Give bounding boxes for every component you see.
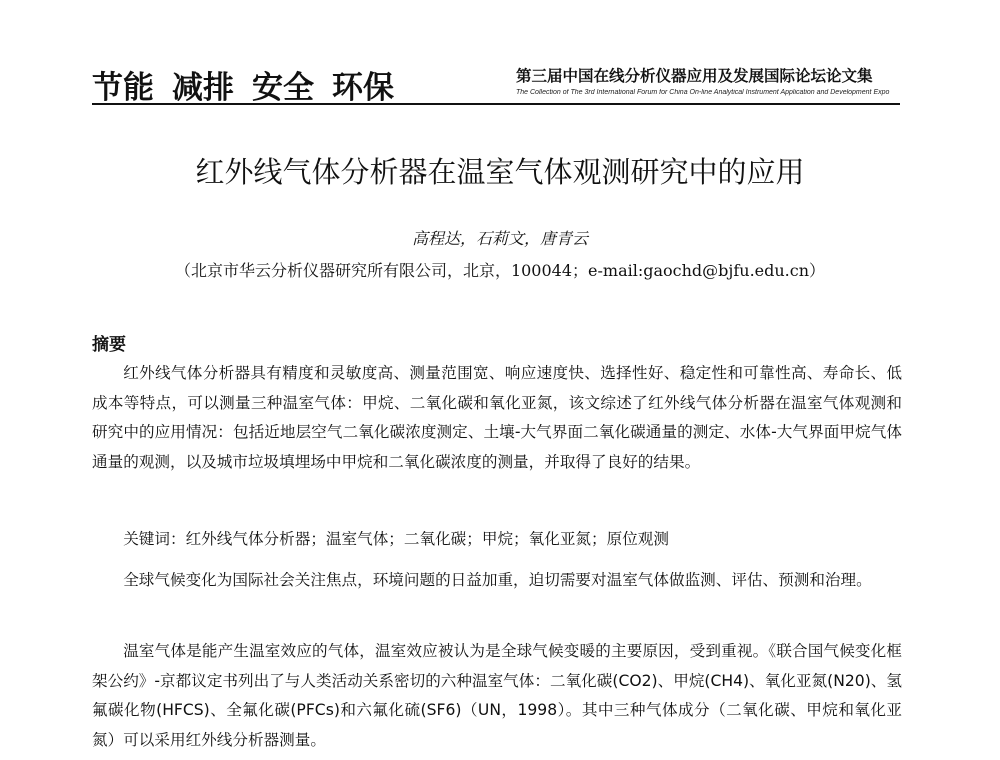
proceedings-subtitle: The Collection of The 3rd International Forum for China On-line Analytical Instrument Application and Development Expo xyxy=(516,89,890,96)
slogan-word: 安全 xyxy=(252,70,314,106)
slogan-word: 减排 xyxy=(172,70,234,106)
slogan-word: 环保 xyxy=(332,70,394,106)
abstract-heading: 摘要 xyxy=(92,335,126,355)
body-paragraph-climate: 全球气候变化为国际社会关注焦点，环境问题的日益加重，迫切需要对温室气体做监测、评估、预测和治理。 xyxy=(123,571,872,589)
paper-title: 红外线气体分析器在温室气体观测研究中的应用 xyxy=(195,155,805,189)
page-header xyxy=(92,52,900,107)
slogan xyxy=(92,62,412,107)
slogan-word: 节能 xyxy=(92,70,154,106)
paper-authors: 高程达，石莉文，唐青云 xyxy=(411,229,588,248)
keywords-paragraph: 关键词：红外线气体分析器；温室气体；二氧化碳；甲烷；氧化亚氮；原位观测 xyxy=(123,530,669,548)
header-rule xyxy=(92,103,900,105)
proceedings-title: 第三届中国在线分析仪器应用及发展国际论坛论文集 xyxy=(516,67,873,85)
paper-affiliation: （北京市华云分析仪器研究所有限公司，北京，100044；e-mail:gaochd@bjfu.edu.cn） xyxy=(174,261,826,280)
body-paragraph-gases: 温室气体是能产生温室效应的气体，温室效应被认为是全球气候变暖的主要原因，受到重视。《联合国气候变化框架公约》-京都议定书列出了与人类活动关系密切的六种温室气体：二氧化碳(CO2)、甲烷(CH4)、氧化亚氮(N20)、氢氟碳化物(HFCS)、全氟化碳(PFCs)和六氟化硫(SF6)（UN，1998）。其中三种气体成分（二氧化碳、甲烷和氧化亚氮）可以采用红外线分析器测量。 xyxy=(92,642,902,749)
abstract-paragraph: 红外线气体分析器具有精度和灵敏度高、测量范围宽、响应速度快、选择性好、稳定性和可靠性高、寿命长、低成本等特点，可以测量三种温室气体：甲烷、二氧化碳和氧化亚氮，该文综述了红外线气体分析器在温室气体观测和研究中的应用情况：包括近地层空气二氧化碳浓度测定、土壤-大气界面二氧化碳通量的测定、水体-大气界面甲烷气体通量的观测，以及城市垃圾填埋场中甲烷和二氧化碳浓度的测量，并取得了良好的结果。 xyxy=(92,364,902,471)
